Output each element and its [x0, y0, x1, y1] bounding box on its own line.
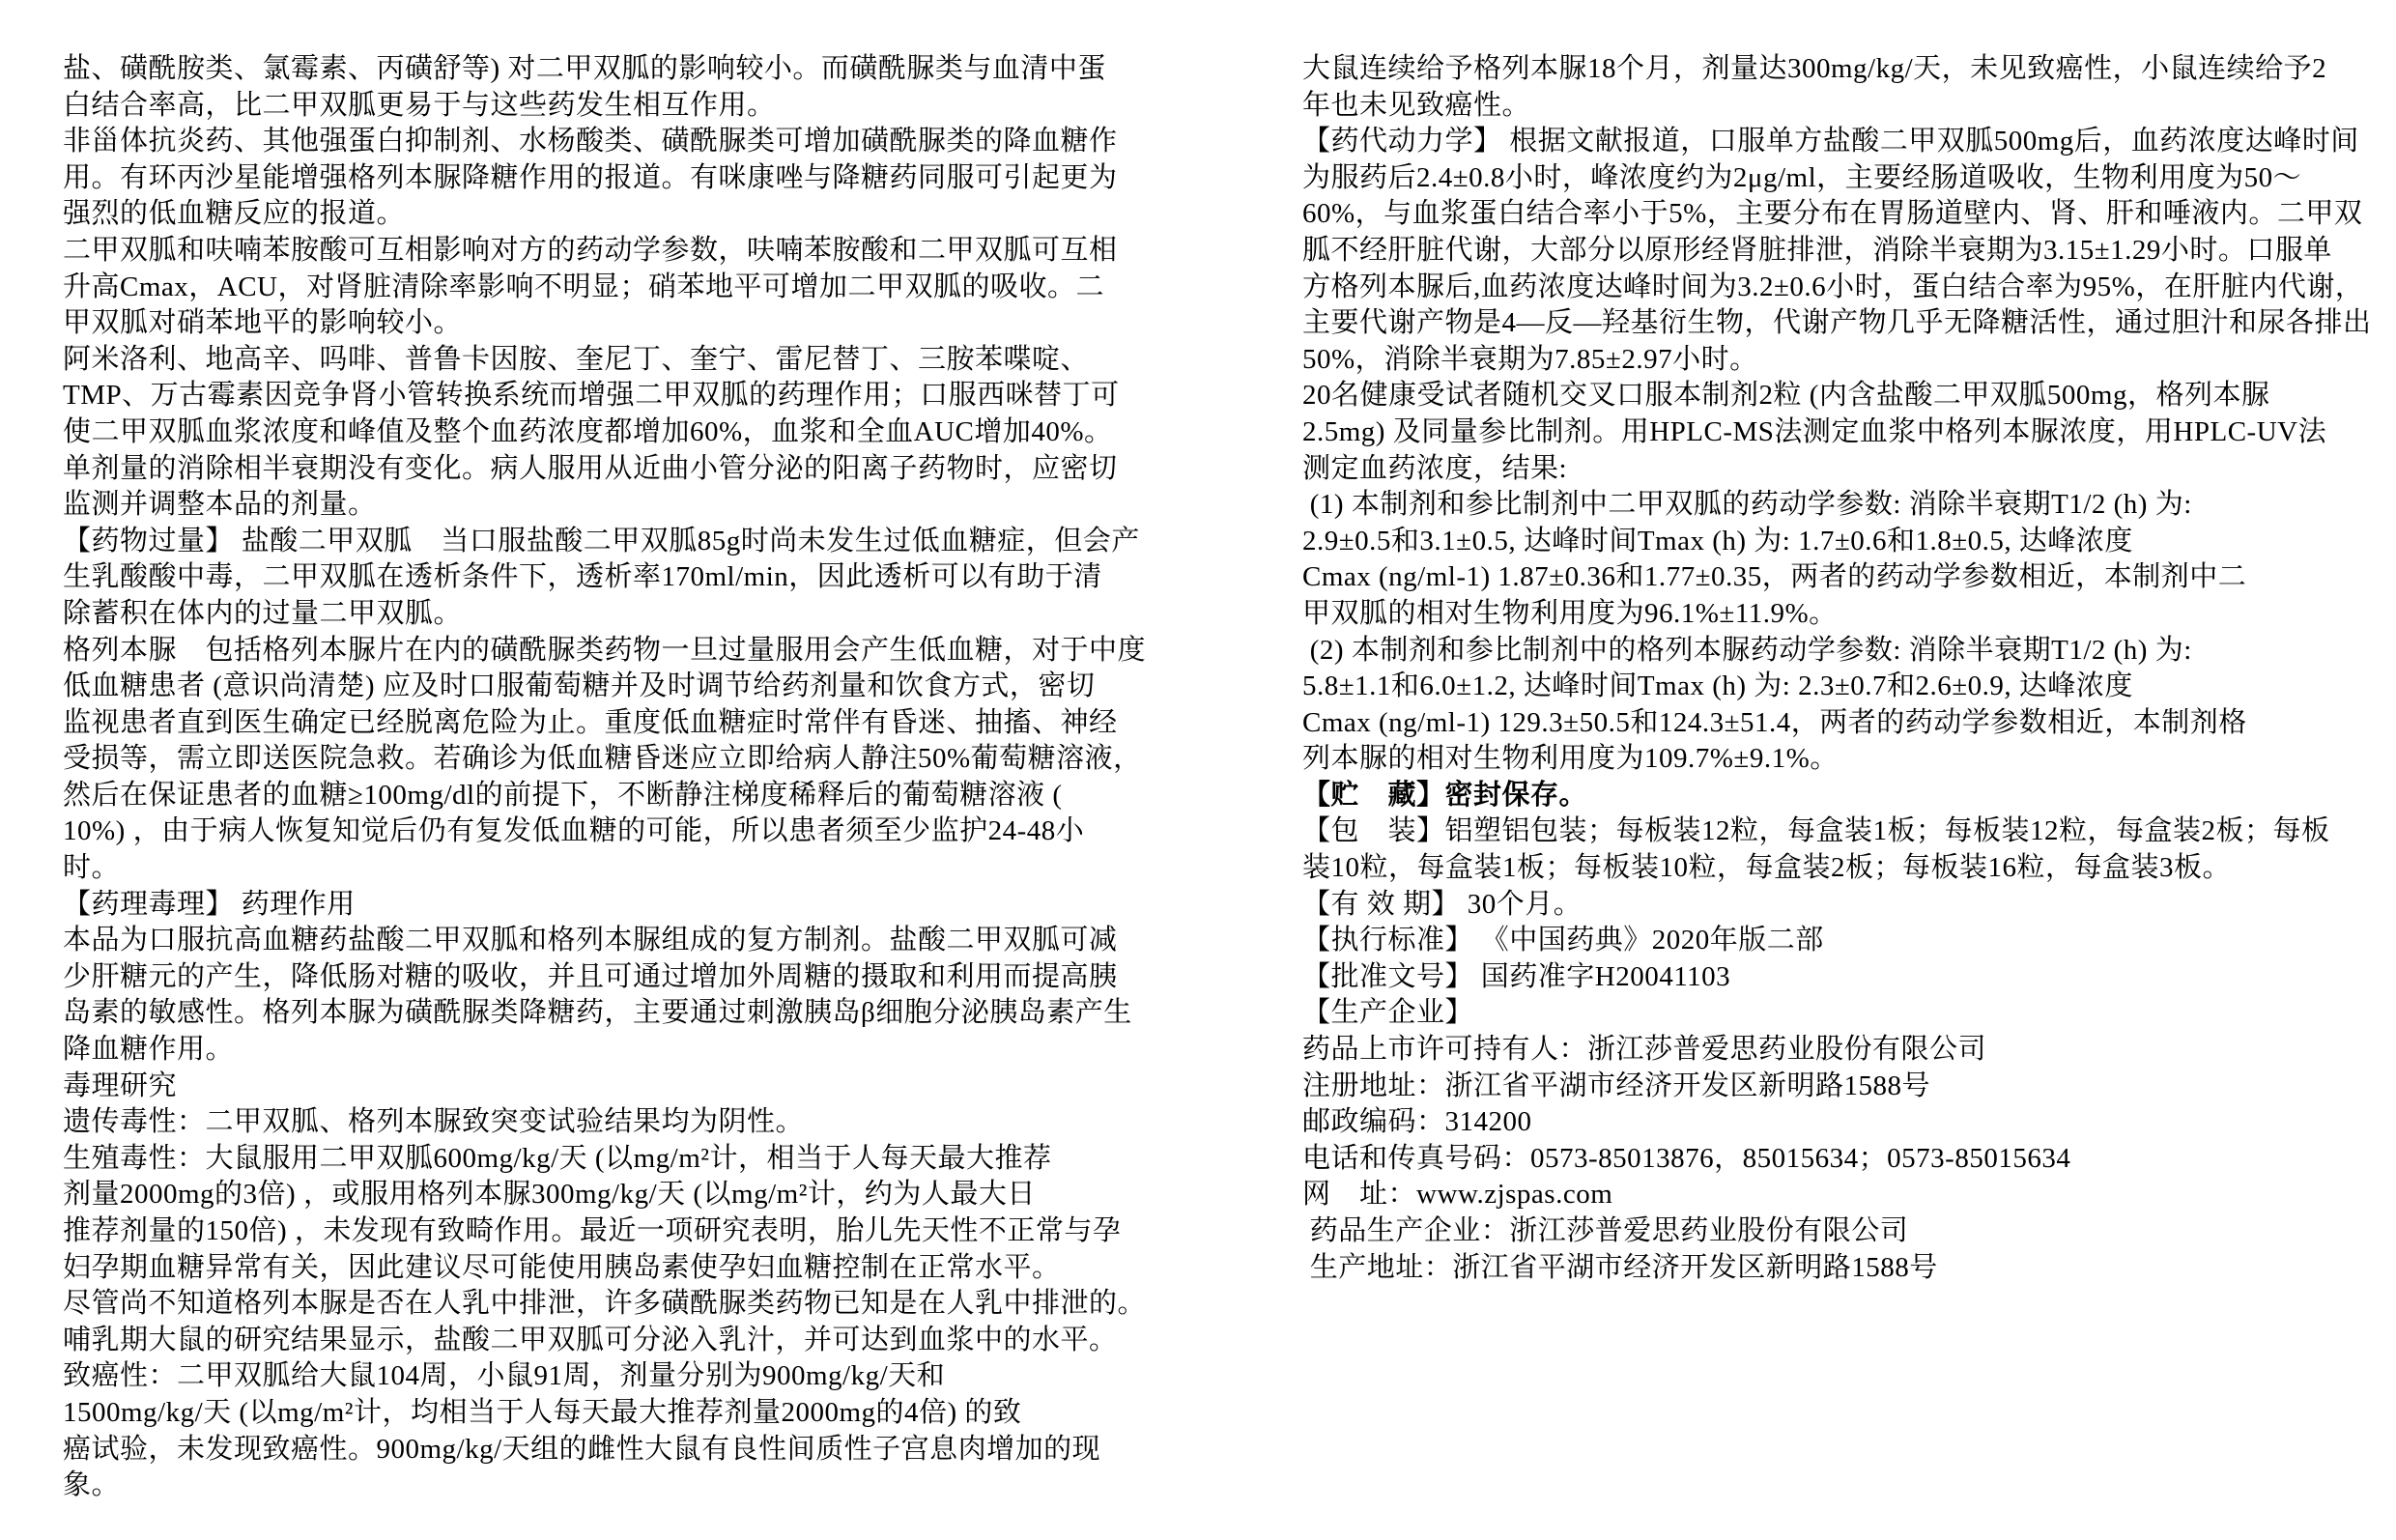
text-line: 非甾体抗炎药、其他强蛋白抑制剂、水杨酸类、磺酰脲类可增加磺酰脲类的降血糖作 [63, 126, 1118, 157]
text-line: 【药理毒理】 药理作用 [63, 888, 356, 920]
text-line: 【贮 藏】密封保存。 [1302, 779, 1588, 811]
text-line: 白结合率高，比二甲双胍更易于与这些药发生相互作用。 [63, 89, 776, 121]
text-line: 装10粒，每盒装1板；每板装10粒，每盒装2板；每板装16粒，每盒装3板。 [1302, 852, 2232, 884]
text-line: 哺乳期大鼠的研究结果显示，盐酸二甲双胍可分泌入乳汁，并可达到血浆中的水平。 [63, 1324, 1118, 1355]
text-line: 监测并调整本品的剂量。 [63, 489, 377, 521]
text-line: 【药代动力学】 根据文献报道，口服单方盐酸二甲双胍500mg后，血药浓度达峰时间 [1302, 126, 2359, 157]
text-line: (1) 本制剂和参比制剂中二甲双胍的药动学参数: 消除半衰期T1/2 (h) 为: [1302, 489, 2192, 521]
text-line: 电话和传真号码：0573-85013876，85015634；0573-85015634 [1302, 1142, 2071, 1174]
text-line: 列本脲的相对生物利用度为109.7%±9.1%。 [1302, 743, 1839, 775]
text-line: 1500mg/kg/天 (以mg/m²计，均相当于人每天最大推荐剂量2000mg的4倍) 的致 [63, 1396, 1022, 1428]
text-line: 受损等，需立即送医院急救。若确诊为低血糖昏迷应立即给病人静注50%葡萄糖溶液， [63, 743, 1142, 775]
text-line: Cmax (ng/ml-1) 129.3±50.5和124.3±51.4，两者的药动学参数相近，本制剂格 [1302, 706, 2247, 738]
text-line: 网 址：www.zjspas.com [1302, 1179, 1613, 1211]
text-line: 生乳酸酸中毒，二甲双胍在透析条件下，透析率170ml/min，因此透析可以有助于清 [63, 561, 1102, 593]
text-line: 药品生产企业：浙江莎普爱思药业股份有限公司 [1302, 1215, 1909, 1246]
text-line: 10%) ，由于病人恢复知觉后仍有复发低血糖的可能，所以患者须至少监护24-48小 [63, 815, 1085, 847]
text-line: 岛素的敏感性。格列本脲为磺酰脲类降糖药，主要通过刺激胰岛β细胞分泌胰岛素产生 [63, 997, 1132, 1029]
text-line: 剂量2000mg的3倍) ，或服用格列本脲300mg/kg/天 (以mg/m²计，约为人最大日 [63, 1179, 1036, 1211]
text-line: 胍不经肝脏代谢，大部分以原形经肾脏排泄，消除半衰期为3.15±1.29小时。口服单 [1302, 234, 2332, 266]
text-line: 甲双胍对硝苯地平的影响较小。 [63, 307, 463, 339]
text-line: 60%，与血浆蛋白结合率小于5%，主要分布在胃肠道壁内、肾、肝和唾液内。二甲双 [1302, 198, 2363, 230]
text-line: 【有 效 期】 30个月。 [1302, 888, 1583, 920]
text-line: 20名健康受试者随机交叉口服本制剂2粒 (内含盐酸二甲双胍500mg，格列本脲 [1302, 380, 2270, 412]
text-line: 2.9±0.5和3.1±0.5, 达峰时间Tmax (h) 为: 1.7±0.6和1.8±0.5, 达峰浓度 [1302, 525, 2133, 556]
text-line: 象。 [63, 1469, 121, 1501]
text-line: 【批准文号】 国药准字H20041103 [1302, 960, 1731, 992]
text-line: 强烈的低血糖反应的报道。 [63, 198, 406, 230]
text-line: 药品上市许可持有人：浙江莎普爱思药业股份有限公司 [1302, 1034, 1987, 1066]
text-line: 除蓄积在体内的过量二甲双胍。 [63, 597, 463, 629]
text-line: 注册地址：浙江省平湖市经济开发区新明路1588号 [1302, 1069, 1931, 1101]
text-line: 【包 装】铝塑铝包装；每板装12粒，每盒装1板；每板装12粒，每盒装2板；每板 [1302, 815, 2330, 847]
text-line: TMP、万古霉素因竞争肾小管转换系统而增强二甲双胍的药理作用；口服西咪替丁可 [63, 380, 1120, 412]
text-line: 2.5mg) 及同量参比制剂。用HPLC-MS法测定血浆中格列本脲浓度，用HPLC-UV法 [1302, 415, 2327, 447]
text-line: 为服药后2.4±0.8小时，峰浓度约为2μg/ml，主要经肠道吸收，生物利用度为50～ [1302, 161, 2302, 193]
text-line: 测定血药浓度，结果: [1302, 452, 1568, 484]
text-line: 遗传毒性：二甲双胍、格列本脲致突变试验结果均为阴性。 [63, 1106, 805, 1138]
text-line: 降血糖作用。 [63, 1034, 235, 1066]
text-line: 低血糖患者 (意识尚清楚) 应及时口服葡萄糖并及时调节给药剂量和饮食方式，密切 [63, 670, 1096, 702]
text-line: 生产地址：浙江省平湖市经济开发区新明路1588号 [1302, 1251, 1938, 1283]
text-line: 阿米洛利、地高辛、吗啡、普鲁卡因胺、奎尼丁、奎宁、雷尼替丁、三胺苯喋啶、 [63, 343, 1090, 375]
text-line: 使二甲双胍血浆浓度和峰值及整个血药浓度都增加60%，血浆和全血AUC增加40%。 [63, 415, 1113, 447]
text-line: 甲双胍的相对生物利用度为96.1%±11.9%。 [1302, 597, 1838, 629]
text-line: 主要代谢产物是4—反—羟基衍生物，代谢产物几乎无降糖活性，通过胆汁和尿各排出 [1302, 307, 2372, 339]
text-line: 方格列本脲后,血药浓度达峰时间为3.2±0.6小时，蛋白结合率为95%，在肝脏内代谢， [1302, 271, 2364, 302]
text-line: 【执行标准】 《中国药典》2020年版二部 [1302, 925, 1824, 956]
text-line: 【药物过量】 盐酸二甲双胍 当口服盐酸二甲双胍85g时尚未发生过低血糖症，但会产 [63, 525, 1140, 556]
text-line: 单剂量的消除相半衰期没有变化。病人服用从近曲小管分泌的阳离子药物时，应密切 [63, 452, 1118, 484]
text-line: 格列本脲 包括格列本脲片在内的磺酰脲类药物一旦过量服用会产生低血糖，对于中度 [63, 634, 1147, 666]
text-line: 少肝糖元的产生，降低肠对糖的吸收，并且可通过增加外周糖的摄取和利用而提高胰 [63, 960, 1118, 992]
text-line: 年也未见致癌性。 [1302, 89, 1531, 121]
text-line: 时。 [63, 852, 121, 884]
text-line: (2) 本制剂和参比制剂中的格列本脲药动学参数: 消除半衰期T1/2 (h) 为: [1302, 634, 2192, 666]
right-column [1302, 51, 2380, 1286]
text-line: 50%，消除半衰期为7.85±2.97小时。 [1302, 343, 1758, 375]
text-line: 毒理研究 [63, 1069, 178, 1101]
left-column [63, 51, 1147, 1504]
text-line: 妇孕期血糖异常有关，因此建议尽可能使用胰岛素使孕妇血糖控制在正常水平。 [63, 1251, 1061, 1283]
text-line: 二甲双胍和呋喃苯胺酸可互相影响对方的药动学参数，呋喃苯胺酸和二甲双胍可互相 [63, 234, 1118, 266]
text-line: 尽管尚不知道格列本脲是否在人乳中排泄，许多磺酰脲类药物已知是在人乳中排泄的。 [63, 1288, 1147, 1320]
text-line: 【生产企业】 [1302, 997, 1474, 1029]
text-line: 邮政编码：314200 [1302, 1106, 1532, 1138]
text-line: 本品为口服抗高血糖药盐酸二甲双胍和格列本脲组成的复方制剂。盐酸二甲双胍可减 [63, 925, 1118, 956]
text-line: 推荐剂量的150倍) ，未发现有致畸作用。最近一项研究表明，胎儿先天性不正常与孕 [63, 1215, 1122, 1246]
text-line: 用。有环丙沙星能增强格列本脲降糖作用的报道。有咪康唑与降糖药同服可引起更为 [63, 161, 1118, 193]
text-line: Cmax (ng/ml-1) 1.87±0.36和1.77±0.35，两者的药动学参数相近，本制剂中二 [1302, 561, 2247, 593]
text-line: 生殖毒性：大鼠服用二甲双胍600mg/kg/天 (以mg/m²计，相当于人每天最大推荐 [63, 1142, 1052, 1174]
text-line: 然后在保证患者的血糖≥100mg/dl的前提下，不断静注梯度稀释后的葡萄糖溶液 ( [63, 779, 1063, 811]
text-line: 5.8±1.1和6.0±1.2, 达峰时间Tmax (h) 为: 2.3±0.7和2.6±0.9, 达峰浓度 [1302, 670, 2133, 702]
text-line: 致癌性：二甲双胍给大鼠104周，小鼠91周，剂量分别为900mg/kg/天和 [63, 1360, 946, 1392]
text-line: 升高Cmax，ACU，对肾脏清除率影响不明显；硝苯地平可增加二甲双胍的吸收。二 [63, 271, 1105, 302]
text-line: 监视患者直到医生确定已经脱离危险为止。重度低血糖症时常伴有昏迷、抽搐、神经 [63, 706, 1118, 738]
text-line: 癌试验，未发现致癌性。900mg/kg/天组的雌性大鼠有良性间质性子宫息肉增加的现 [63, 1433, 1101, 1465]
text-line: 大鼠连续给予格列本脲18个月，剂量达300mg/kg/天，未见致癌性，小鼠连续给予2 [1302, 53, 2327, 84]
text-line: 盐、磺酰胺类、氯霉素、丙磺舒等) 对二甲双胍的影响较小。而磺酰脲类与血清中蛋 [63, 53, 1106, 84]
